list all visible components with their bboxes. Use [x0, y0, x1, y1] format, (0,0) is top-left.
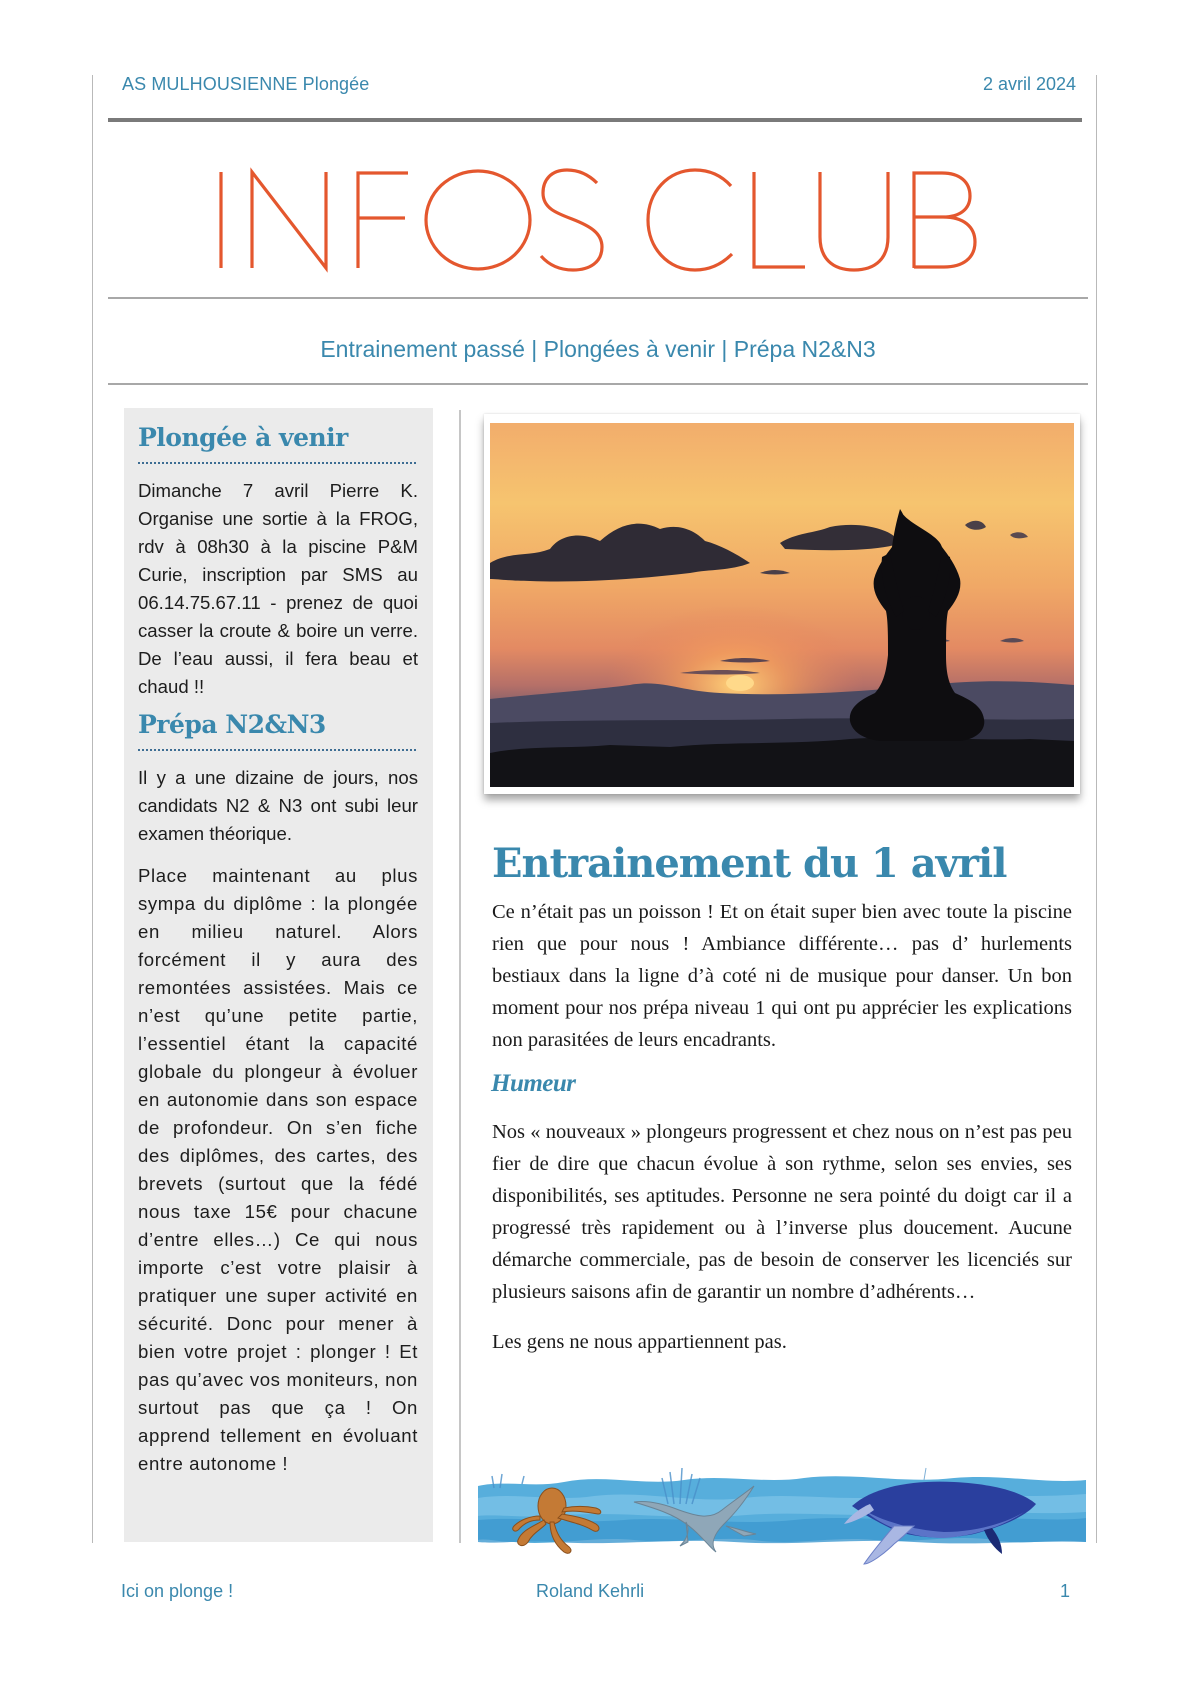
sidebar-paragraph: Il y a une dizaine de jours, nos candidats N2 & N3 ont subi leur examen théorique. — [138, 767, 418, 844]
header-rule — [108, 118, 1082, 122]
article-body: Ce n’était pas un poisson ! Et on était super bien avec toute la piscine rien que pour nous ! Ambiance différente… pas d’ hurlements bestiaux dans la ligne d’à coté ni de musique pour danser. Un bon moment pour nos prépa niveau 1 qui ont pu apprécier les explications non parasitées de leurs encadrants. — [492, 901, 1072, 1051]
subtitle-sections: Entrainement passé | Plongées à venir | Prépa N2&N3 — [320, 336, 876, 362]
sidebar-paragraph: Dimanche 7 avril Pierre K. Organise une sortie à la FROG, rdv à 08h30 à la piscine P&M Curie, inscription par SMS au 06.14.75.67.11 - prenez de quoi casser la croute & boire un verre. De l’eau aussi, il fera beau et chaud !! — [138, 480, 418, 697]
sidebar-heading-prepa: Prépa N2&N3 — [138, 710, 326, 739]
subtitle-rule-top — [108, 297, 1088, 299]
sunset-meditation-photo — [490, 423, 1074, 787]
footer-page-number: 1 — [1060, 1581, 1071, 1601]
masthead-title — [108, 150, 1082, 290]
article-paragraph: Les gens ne nous appartiennent pas. — [492, 1331, 787, 1353]
footer-tagline: Ici on plonge ! — [121, 1581, 234, 1601]
sea-creatures-banner — [474, 1464, 1088, 1566]
masthead-title-graphic — [108, 150, 1082, 290]
subtitle-rule-bottom — [108, 383, 1088, 385]
sea-creatures-illustration — [474, 1464, 1088, 1566]
article-heading: Entrainement du 1 avril — [492, 840, 1007, 887]
header-date: 2 avril 2024 — [982, 74, 1076, 94]
dotted-divider — [138, 749, 416, 752]
sidebar-heading-plongee: Plongée à venir — [138, 423, 348, 452]
sidebar-paragraph: Place maintenant au plus sympa du diplôme : la plongée en milieu naturel. Alors forcément il y aura des remontées assistées. Mais ce n’est qu’une petite partie, l’essentiel étant la capacité globale du plongeur à évoluer en autonomie dans son espace de profondeur. On s’en fiche des diplômes, des cartes, des brevets (surtout que la fédé nous taxe 15€ pour chacune d’entre elles…) Ce qui nous importe c’est votre plaisir à pratiquer une super activité en sécurité. Donc pour mener à bien votre projet : plonger ! Et pas qu’avec vos moniteurs, non surtout pas que ça ! On apprend tellement en évoluant entre autonome ! — [138, 865, 418, 1474]
header-club-name: AS MULHOUSIENNE Plongée — [122, 74, 370, 94]
photo-frame — [484, 414, 1080, 794]
article-paragraph: Nos « nouveaux » plongeurs progressent et chez nous on n’est pas peu fier de dire que chacun évolue à son rythme, selon ses envies, ses disponibilités, ses aptitudes. Personne ne sera pointé du doigt car il a progressé très rapidement ou à l’inverse plus doucement. Aucune démarche commerciale, pas de besoin de conserver les licenciés sur plusieurs saisons afin de garantir un nombre d’adhérents… — [492, 1121, 1072, 1303]
article-subheading: Humeur — [491, 1070, 576, 1097]
article-humeur-body — [492, 1116, 1072, 1358]
sidebar — [124, 408, 433, 1542]
dotted-divider — [138, 462, 416, 465]
footer-author: Roland Kehrli — [536, 1581, 645, 1601]
page-border-left — [92, 75, 93, 1543]
column-divider — [459, 410, 461, 1543]
page-border-right — [1096, 75, 1097, 1543]
